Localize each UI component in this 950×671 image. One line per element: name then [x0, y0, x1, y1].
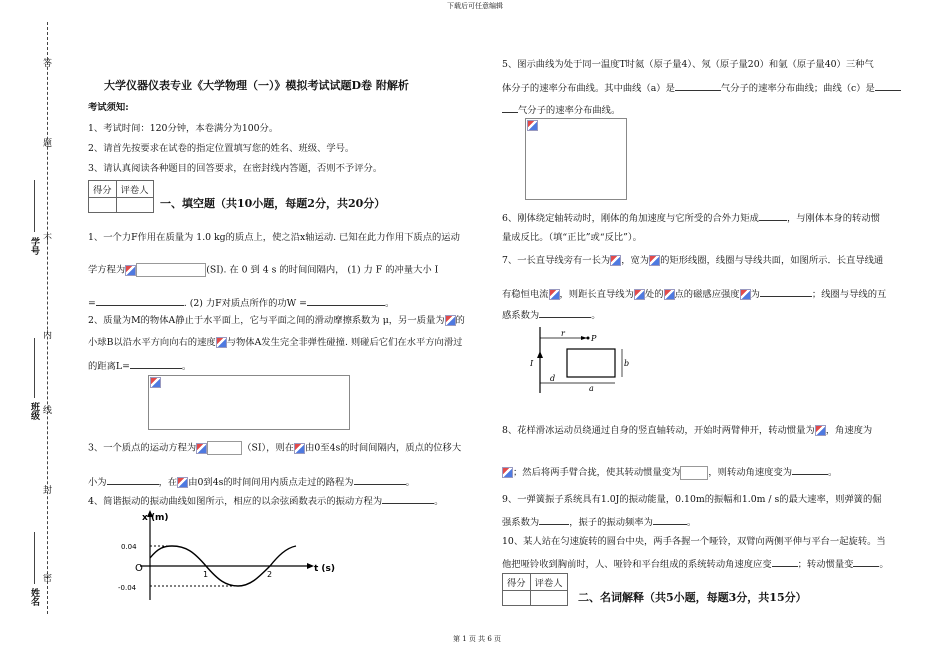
q9-text-b3: 。 [686, 517, 697, 528]
q3-text-b2: ，在 [158, 477, 178, 488]
q10-line-2 [502, 556, 889, 572]
q2-text-c2: 。 [181, 361, 192, 372]
q7-text-b5: 为 [750, 289, 760, 300]
grader-cell[interactable] [530, 591, 567, 606]
q7-text-b4: 点的磁感应强度 [674, 289, 740, 300]
q2-text-c: 的距离L= [88, 361, 130, 372]
q7-line-1 [502, 254, 883, 268]
q7-line-3 [502, 307, 601, 323]
q4-text-end: 。 [434, 496, 444, 507]
q6-text-a2: ，与刚体本身的转动惯 [786, 213, 880, 224]
seal-char-no: 不 [41, 233, 51, 242]
formula-image-icon [649, 255, 660, 266]
label-d: d [550, 374, 556, 383]
header-note: 下载后可任意编辑 [447, 2, 503, 10]
current-arrow-icon [537, 351, 543, 358]
exam-title: 大学仪器仪表专业《大学物理（一）》模拟考试试题D卷 附解析 [104, 79, 409, 92]
graph-x-label: t (s) [314, 564, 336, 574]
q3-text-a2: （SI），则在 [242, 442, 295, 454]
q5-text-b2: 气分子的速率分布曲线；曲线（c）是 [720, 83, 875, 94]
q2-line-1 [88, 314, 465, 328]
q5-blank-c-part2[interactable] [502, 102, 518, 113]
notice-item-3: 3、请认真阅读各种题目的回答要求，在密封线内答题，否则不予评分。 [88, 163, 383, 174]
figure-image-icon [527, 120, 538, 131]
q8-text-b2: ，则转动角速度变为 [708, 467, 793, 478]
q2-text-a2: 的 [455, 315, 465, 326]
q8-text-a: 8、花样滑冰运动员绕通过自身的竖直轴转动，开始时两臂伸开，转动惯量为 [502, 425, 815, 436]
formula-image-icon [549, 289, 560, 300]
q5-line-2 [502, 80, 901, 96]
score-label: 得分 [503, 574, 531, 591]
label-i: I [530, 359, 534, 368]
formula-image-icon [610, 255, 621, 266]
formula-image-icon [196, 443, 207, 454]
q2-line-3 [88, 358, 191, 374]
q1-text-c: (SI). 在 0 到 4 s 的时间间隔内， (1) 力 F 的冲量大小 I [206, 264, 439, 276]
q1-formula-box [136, 263, 206, 277]
q2-line-2 [88, 336, 462, 350]
q5-figure-frame [525, 118, 627, 200]
q6-blank[interactable] [759, 210, 787, 221]
q8-text-b3: 。 [828, 467, 838, 478]
q7-line-2 [502, 286, 886, 302]
q1-line-1: 1、一个力F作用在质量为 1.0 kg的质点上，使之沿x轴运动. 已知在此力作用下质点的运动 [88, 232, 460, 243]
q9-line-1: 9、一弹簧振子系统具有1.0J的振动能量，0.10m的振幅和1.0m / s的最大速率，则弹簧的倔 [502, 494, 882, 505]
q8-text-a2: ，角速度为 [825, 425, 873, 436]
q5-text-b: 体分子的速率分布曲线。其中曲线（a）是 [502, 83, 675, 94]
q7-text-c: 感系数为 [502, 310, 540, 321]
q7-text-b: 有稳恒电流 [502, 289, 549, 300]
r-arrow-icon [581, 336, 587, 340]
score-table-2 [502, 573, 568, 606]
q8-text-b: ；然后将两手臂合拢，使其转动惯量变为 [513, 467, 681, 478]
q3-blank-displacement[interactable] [107, 474, 159, 485]
q3-text-a: 3、一个质点的运动方程为 [88, 442, 197, 454]
grader-label: 评卷人 [530, 574, 567, 591]
q10-text-b2: ；转动惯量变 [797, 559, 854, 570]
q4-text: 4、简谐振动的振动曲线如图所示，相应的以余弦函数表示的振动方程为 [88, 496, 383, 507]
seal-char-seal: 封 [41, 485, 51, 494]
class-label: 班级 [29, 402, 39, 420]
formula-image-icon [216, 337, 227, 348]
q8-line-2 [502, 464, 837, 480]
binding-line [47, 22, 48, 614]
q8-formula-box [680, 466, 708, 480]
notice-heading: 考试须知: [88, 102, 129, 113]
q7-text-a3: 的矩形线圈，线圈与导线共面，如图所示．长直导线通 [660, 255, 884, 266]
q9-blank-freq[interactable] [653, 514, 687, 525]
seal-char-line: 线 [41, 405, 51, 414]
q5-blank-a[interactable] [675, 80, 721, 91]
q7-text-a2: ，宽为 [621, 255, 650, 266]
q3-line-1 [88, 441, 461, 456]
x-axis-arrow-icon [307, 563, 314, 569]
figure-image-icon [150, 377, 161, 388]
q1-blank-work[interactable] [307, 295, 385, 306]
q2-blank-distance[interactable] [130, 358, 182, 369]
q3-text-a3: 由0至4s的时间间隔内，质点的位移大 [305, 442, 462, 454]
q7-text-b2: ，则距长直导线为 [559, 289, 634, 300]
q9-text-b2: ，振子的振动频率为 [569, 517, 653, 528]
q10-text-b: 他把哑铃收到胸前时，人、哑铃和平台组成的系统转动角速度应变 [502, 559, 772, 570]
q7-text-a: 7、一长直导线旁有一长为 [502, 255, 611, 266]
grader-label: 评卷人 [116, 181, 153, 198]
label-a: a [589, 384, 594, 393]
q1-line-2 [88, 263, 438, 278]
rectangular-coil [567, 349, 615, 377]
q2-text-a: 2、质量为M的物体A静止于水平面上，它与平面之间的滑动摩擦系数为 μ，另一质量为 [88, 315, 445, 326]
point-p [587, 337, 590, 340]
q7-blank-field[interactable] [760, 286, 812, 297]
graph-tick-2: 2 [267, 570, 273, 579]
seal-char-answer: 答 [41, 58, 51, 67]
q1-line-3 [88, 295, 394, 311]
graph-y-top: 0.04 [121, 543, 137, 551]
page-footer: 第 1 页 共 6 页 [453, 635, 502, 643]
q8-line-1 [502, 424, 872, 438]
q2-figure-frame [148, 375, 350, 430]
formula-image-icon [740, 289, 751, 300]
formula-image-icon [294, 443, 305, 454]
q7-text-b3: 处的 [644, 289, 664, 300]
notice-item-1: 1、考试时间：120分钟，本卷满分为100分。 [88, 123, 279, 134]
score-cell[interactable] [503, 591, 531, 606]
q5-line-3 [502, 102, 620, 118]
q9-line-2 [502, 514, 696, 530]
label-p: P [591, 334, 597, 343]
formula-image-icon [815, 425, 826, 436]
q2-text-b2: 与物体A发生完全非弹性碰撞. 则碰后它们在水平方向滑过 [226, 337, 463, 348]
q1-text-e: . (2) 力F对质点所作的功W = [183, 298, 307, 309]
q10-blank-inertia[interactable] [853, 556, 879, 567]
graph-y-bottom: -0.04 [118, 584, 137, 592]
formula-image-icon [664, 289, 675, 300]
label-r: r [561, 329, 565, 338]
q2-text-b: 小球B以沿水平方向向右的速度 [88, 337, 216, 348]
q1-text-d: = [88, 298, 96, 309]
q5-line-1: 5、图示曲线为处于同一温度T时氦（原子量4）、氖（原子量20）和氩（原子量40）三种气 [502, 59, 874, 70]
q3-text-b3: 由0到4s的时间间用内质点走过的路程为 [188, 477, 354, 488]
student-id-label: 学号 [29, 237, 39, 255]
formula-image-icon [177, 477, 188, 488]
q7-wire-loop-figure [530, 325, 640, 395]
q5-text-c: 气分子的速率分布曲线。 [518, 105, 621, 116]
q10-text-b3: 。 [879, 559, 889, 570]
q1-text-f: 。 [384, 298, 395, 309]
formula-image-icon [502, 467, 513, 478]
score-label: 得分 [89, 181, 117, 198]
q5-blank-c-part1[interactable] [875, 80, 901, 91]
q6-line-1 [502, 210, 880, 226]
q3-blank-path[interactable] [354, 474, 406, 485]
q6-text-a: 6、刚体绕定轴转动时，刚体的角加速度与它所受的合外力矩成 [502, 213, 759, 224]
graph-y-label: x (m) [142, 513, 169, 523]
q6-line-2: 量成反比。（填“正比”或“反比”）。 [502, 232, 642, 243]
formula-image-icon [445, 315, 456, 326]
q1-blank-impulse[interactable] [96, 295, 184, 306]
q3-line-2 [88, 474, 415, 490]
q10-line-1: 10、某人站在匀速旋转的圆台中央，两手各握一个哑铃，双臂向两侧平伸与平台一起旋转。当 [502, 536, 886, 547]
notice-item-2: 2、请首先按要求在试卷的指定位置填写您的姓名、班级、学号。 [88, 143, 355, 154]
q9-text-b: 强系数为 [502, 517, 540, 528]
name-blank [34, 532, 35, 584]
graph-tick-1: 1 [203, 570, 209, 579]
seal-char-secret: 密 [41, 573, 51, 582]
oscillation-graph [110, 508, 350, 608]
label-b: b [624, 359, 630, 368]
graph-origin: O [135, 563, 143, 574]
q4-blank-equation[interactable] [382, 493, 434, 504]
section-2-title: 二、名词解释（共5小题，每题3分，共15分） [578, 591, 807, 604]
q3-formula-box [207, 441, 242, 455]
q10-blank-omega[interactable] [772, 556, 798, 567]
q1-text-b: 学方程为 [88, 264, 126, 276]
seal-char-inner: 内 [41, 330, 51, 339]
formula-image-icon [125, 265, 136, 276]
class-blank [34, 338, 35, 398]
section-1-title: 一、填空题（共10小题，每题2分，共20分） [160, 197, 386, 210]
q7-blank-mutual[interactable] [539, 307, 591, 318]
q7-text-b6: ；线圈与导线的互 [811, 289, 887, 300]
q3-text-b4: 。 [405, 477, 415, 488]
score-table-1 [88, 180, 154, 213]
score-cell[interactable] [89, 198, 117, 213]
student-id-blank [34, 180, 35, 232]
q7-text-c2: 。 [591, 310, 601, 321]
formula-image-icon [634, 289, 645, 300]
seal-char-question: 题 [41, 138, 51, 147]
q3-text-b: 小为 [88, 477, 107, 488]
q9-blank-k[interactable] [539, 514, 569, 525]
grader-cell[interactable] [116, 198, 153, 213]
q8-blank-omega[interactable] [792, 464, 828, 475]
q4-line [88, 493, 443, 509]
name-label: 姓名 [29, 588, 39, 606]
